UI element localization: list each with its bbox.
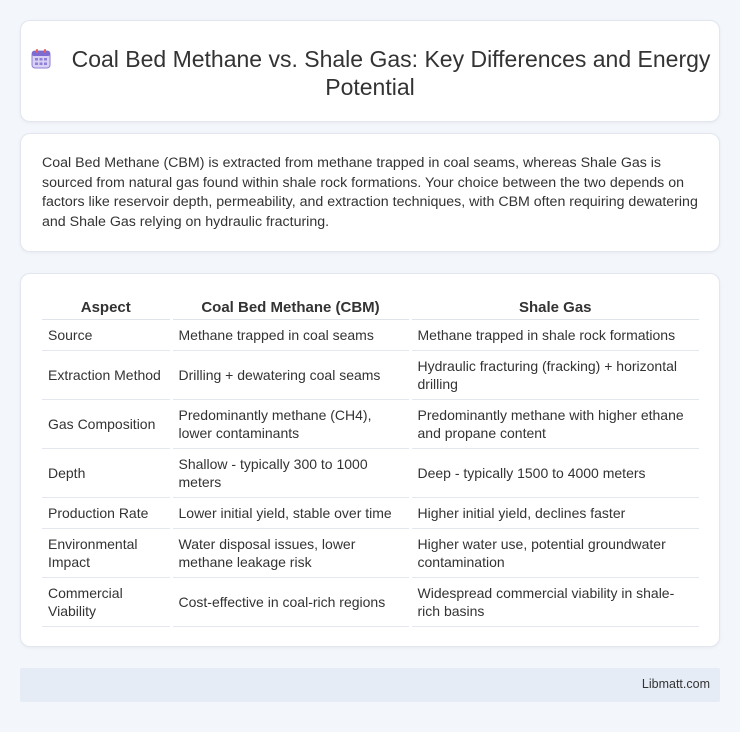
table-row [42, 400, 699, 449]
row-aspect: Production Rate [42, 498, 171, 529]
table-row [42, 351, 699, 400]
table-row [42, 449, 699, 498]
intro-card [20, 133, 720, 252]
row-cbm: Methane trapped in coal seams [171, 320, 410, 351]
table-row [42, 529, 699, 578]
row-aspect: Source [42, 320, 171, 351]
header-shale-gas: Shale Gas [410, 295, 699, 320]
row-cbm: Lower initial yield, stable over time [171, 498, 410, 529]
row-shale-gas: Predominantly methane with higher ethane and propane content [410, 400, 699, 449]
calendar-icon [30, 48, 52, 70]
header-cbm: Coal Bed Methane (CBM) [171, 295, 410, 320]
comparison-table-card [20, 273, 720, 647]
header-aspect: Aspect [42, 295, 171, 320]
row-aspect: Gas Composition [42, 400, 171, 449]
row-cbm: Shallow - typically 300 to 1000 meters [171, 449, 410, 498]
row-shale-gas: Deep - typically 1500 to 4000 meters [410, 449, 699, 498]
table-row [42, 498, 699, 529]
row-aspect: Environmental Impact [42, 529, 171, 578]
row-aspect: Extraction Method [42, 351, 171, 400]
row-shale-gas: Higher initial yield, declines faster [410, 498, 699, 529]
intro-paragraph: Coal Bed Methane (CBM) is extracted from methane trapped in coal seams, whereas Shale Gas is sourced from natural gas found within shale rock formations. Your choice between the two depends on factors like reservoir depth, permeability, and extraction techniques, with CBM often requiring dewatering and Shale Gas relying on hydraulic fracturing. [42, 155, 698, 230]
row-shale-gas: Hydraulic fracturing (fracking) + horizontal drilling [410, 351, 699, 400]
row-cbm: Predominantly methane (CH4), lower contaminants [171, 400, 410, 449]
title-card [20, 20, 720, 122]
page-title-text: Coal Bed Methane vs. Shale Gas: Key Differences and Energy Potential [71, 46, 711, 100]
row-shale-gas: Methane trapped in shale rock formations [410, 320, 699, 351]
row-aspect: Commercial Viability [42, 578, 171, 627]
row-shale-gas: Higher water use, potential groundwater contamination [410, 529, 699, 578]
footer [20, 668, 720, 702]
table-row [42, 320, 699, 351]
row-shale-gas: Widespread commercial viability in shale-rich basins [410, 578, 699, 627]
row-cbm: Drilling + dewatering coal seams [171, 351, 410, 400]
row-cbm: Cost-effective in coal-rich regions [171, 578, 410, 627]
table-row [42, 578, 699, 627]
row-cbm: Water disposal issues, lower methane leakage risk [171, 529, 410, 578]
footer-site-link[interactable]: Libmatt.com [641, 677, 710, 691]
comparison-table [42, 295, 699, 627]
table-header-row [42, 295, 699, 320]
row-aspect: Depth [42, 449, 171, 498]
page-title [21, 45, 719, 101]
